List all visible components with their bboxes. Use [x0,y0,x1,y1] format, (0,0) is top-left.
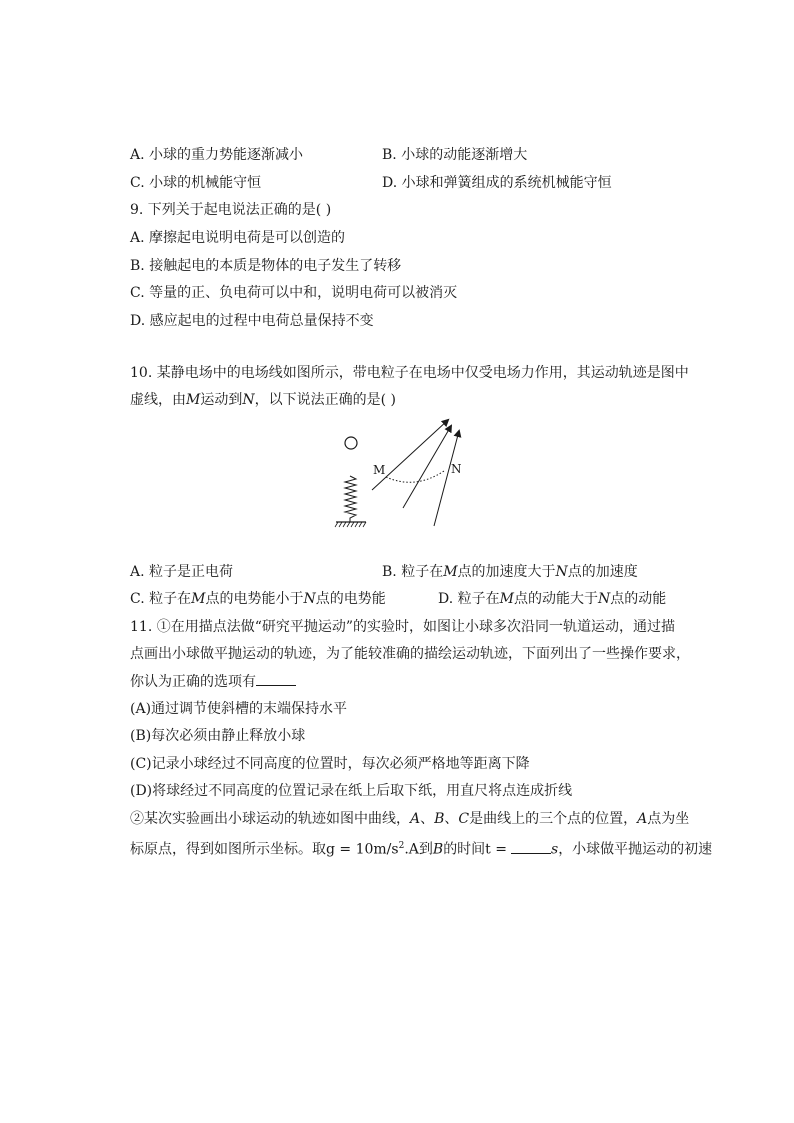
q10-option-d-n: N [597,591,611,607]
q11-option-d: (D)将球经过不同高度的位置记录在纸上后取下纸，用直尺将点连成折线 [130,783,573,799]
q11-part2-b: B [434,811,445,827]
q10-option-b [382,563,638,581]
q11-part2-sep2: 、 [444,811,459,827]
ground-hatch [335,522,366,527]
q9-option-d: D. 感应起电的过程中电荷总量保持不变 [130,313,374,329]
q11-line3-text: 你认为正确的选项有 [130,674,256,690]
q10-option-b-text-b: 点的加速度大于 [457,564,556,580]
q10-option-c-text-c: 点的电势能 [315,591,386,607]
q8-option-c: C. 小球的机械能守恒 [130,175,262,191]
q8-option-d: D. 小球和弹簧组成的系统机械能守恒 [382,175,612,191]
q11-part2-line2 [130,837,712,859]
q11-part2-line2-text-a: 标原点，得到如图所示坐标。取g = 10m/s [130,841,399,858]
q10-stem-m: M [186,392,201,408]
q10-option-d-text-c: 点的动能 [610,591,667,607]
q11-part2-text-c: 点为坐 [647,811,690,827]
q9-option-c: C. 等量的正、负电荷可以中和，说明电荷可以被消灭 [130,285,458,301]
q10-stem-text-c: ，以下说法正确的是( ) [254,392,396,408]
q8-option-b: B. 小球的动能逐渐增大 [382,147,528,163]
q10-stem-line1: 10. 某静电场中的电场线如图所示，带电粒子在电场中仅受电场力作用，其运动轨迹是图中 [130,365,689,381]
q11-part2-a2: A [637,811,648,827]
q11-part2-sup: 2 [398,841,405,851]
q10-stem-line2 [130,391,396,409]
q10-stem-text-b: 运动到 [200,392,243,408]
q8-option-a: A. 小球的重力势能逐渐减小 [130,147,304,163]
q10-option-b-text-a: B. 粒子在 [382,564,444,580]
q10-option-d-m: M [499,591,514,607]
q11-option-b: (B)每次必须由静止释放小球 [130,728,306,744]
q11-part2-unit: s [551,841,559,858]
field-line-3 [434,431,459,526]
q11-line1: 11. ①在用描点法做“研究平抛运动”的实验时，如图让小球多次沿同一轨道运动，通过描 [130,619,676,635]
q11-part2-text-a: ②某次实验画出小球运动的轨迹如图中曲线， [130,811,410,827]
field-line-2 [403,426,451,508]
q10-stem-n: N [242,392,255,408]
q11-answer-blank-2[interactable] [511,841,551,854]
q11-part2-line2-text-b: .A到 [404,841,433,858]
q11-part2-line1 [130,810,689,828]
q10-option-b-m: M [443,564,458,580]
q10-option-d [438,590,666,608]
q10-option-b-text-c: 点的加速度 [567,564,638,580]
q10-option-c-text-a: C. 粒子在 [130,591,192,607]
figure-label-m: M [373,463,386,477]
spring-shape [345,476,356,522]
q11-line3 [130,673,296,691]
q10-option-c [130,590,386,608]
ball-circle [345,437,357,449]
q11-part2-line2-text-d: ，小球做平抛运动的初速 [558,841,713,858]
q10-option-b-n: N [555,564,568,580]
q10-option-d-text-b: 点的动能大于 [513,591,598,607]
q10-option-a: A. 粒子是正电荷 [130,564,234,580]
q10-stem-text-a: 虚线，由 [130,392,186,408]
q11-answer-blank-1[interactable] [256,673,296,686]
q11-part2-b2: B [432,841,444,858]
q10-option-c-m: M [191,591,206,607]
q11-line2: 点画出小球做平抛运动的轨迹，为了能较准确的描绘运动轨迹，下面列出了一些操作要求， [130,646,690,662]
figure-label-n: N [451,462,462,476]
q9-stem: 9. 下列关于起电说法正确的是( ) [130,202,332,218]
q9-option-a: A. 摩擦起电说明电荷是可以创造的 [130,230,346,246]
q10-option-c-text-b: 点的电势能小于 [205,591,304,607]
q11-part2-line2-text-c: 的时间t = [443,841,507,858]
q11-part2-text-b: 是曲线上的三个点的位置， [469,811,638,827]
trajectory-path [386,471,444,482]
q11-option-a: (A)通过调节使斜槽的末端保持水平 [130,701,348,717]
q10-option-d-text-a: D. 粒子在 [438,591,500,607]
q10-figure [330,418,480,540]
field-line-1 [372,420,448,490]
q9-option-b: B. 接触起电的本质是物体的电子发生了转移 [130,258,402,274]
q10-figure-svg [330,418,480,536]
q11-part2-a: A [410,811,421,827]
q10-option-c-n: N [303,591,316,607]
q11-option-c: (C)记录小球经过不同高度的位置时，每次必须严格地等距离下降 [130,756,530,772]
q11-part2-sep1: 、 [420,811,435,827]
q11-part2-c: C [458,811,470,827]
